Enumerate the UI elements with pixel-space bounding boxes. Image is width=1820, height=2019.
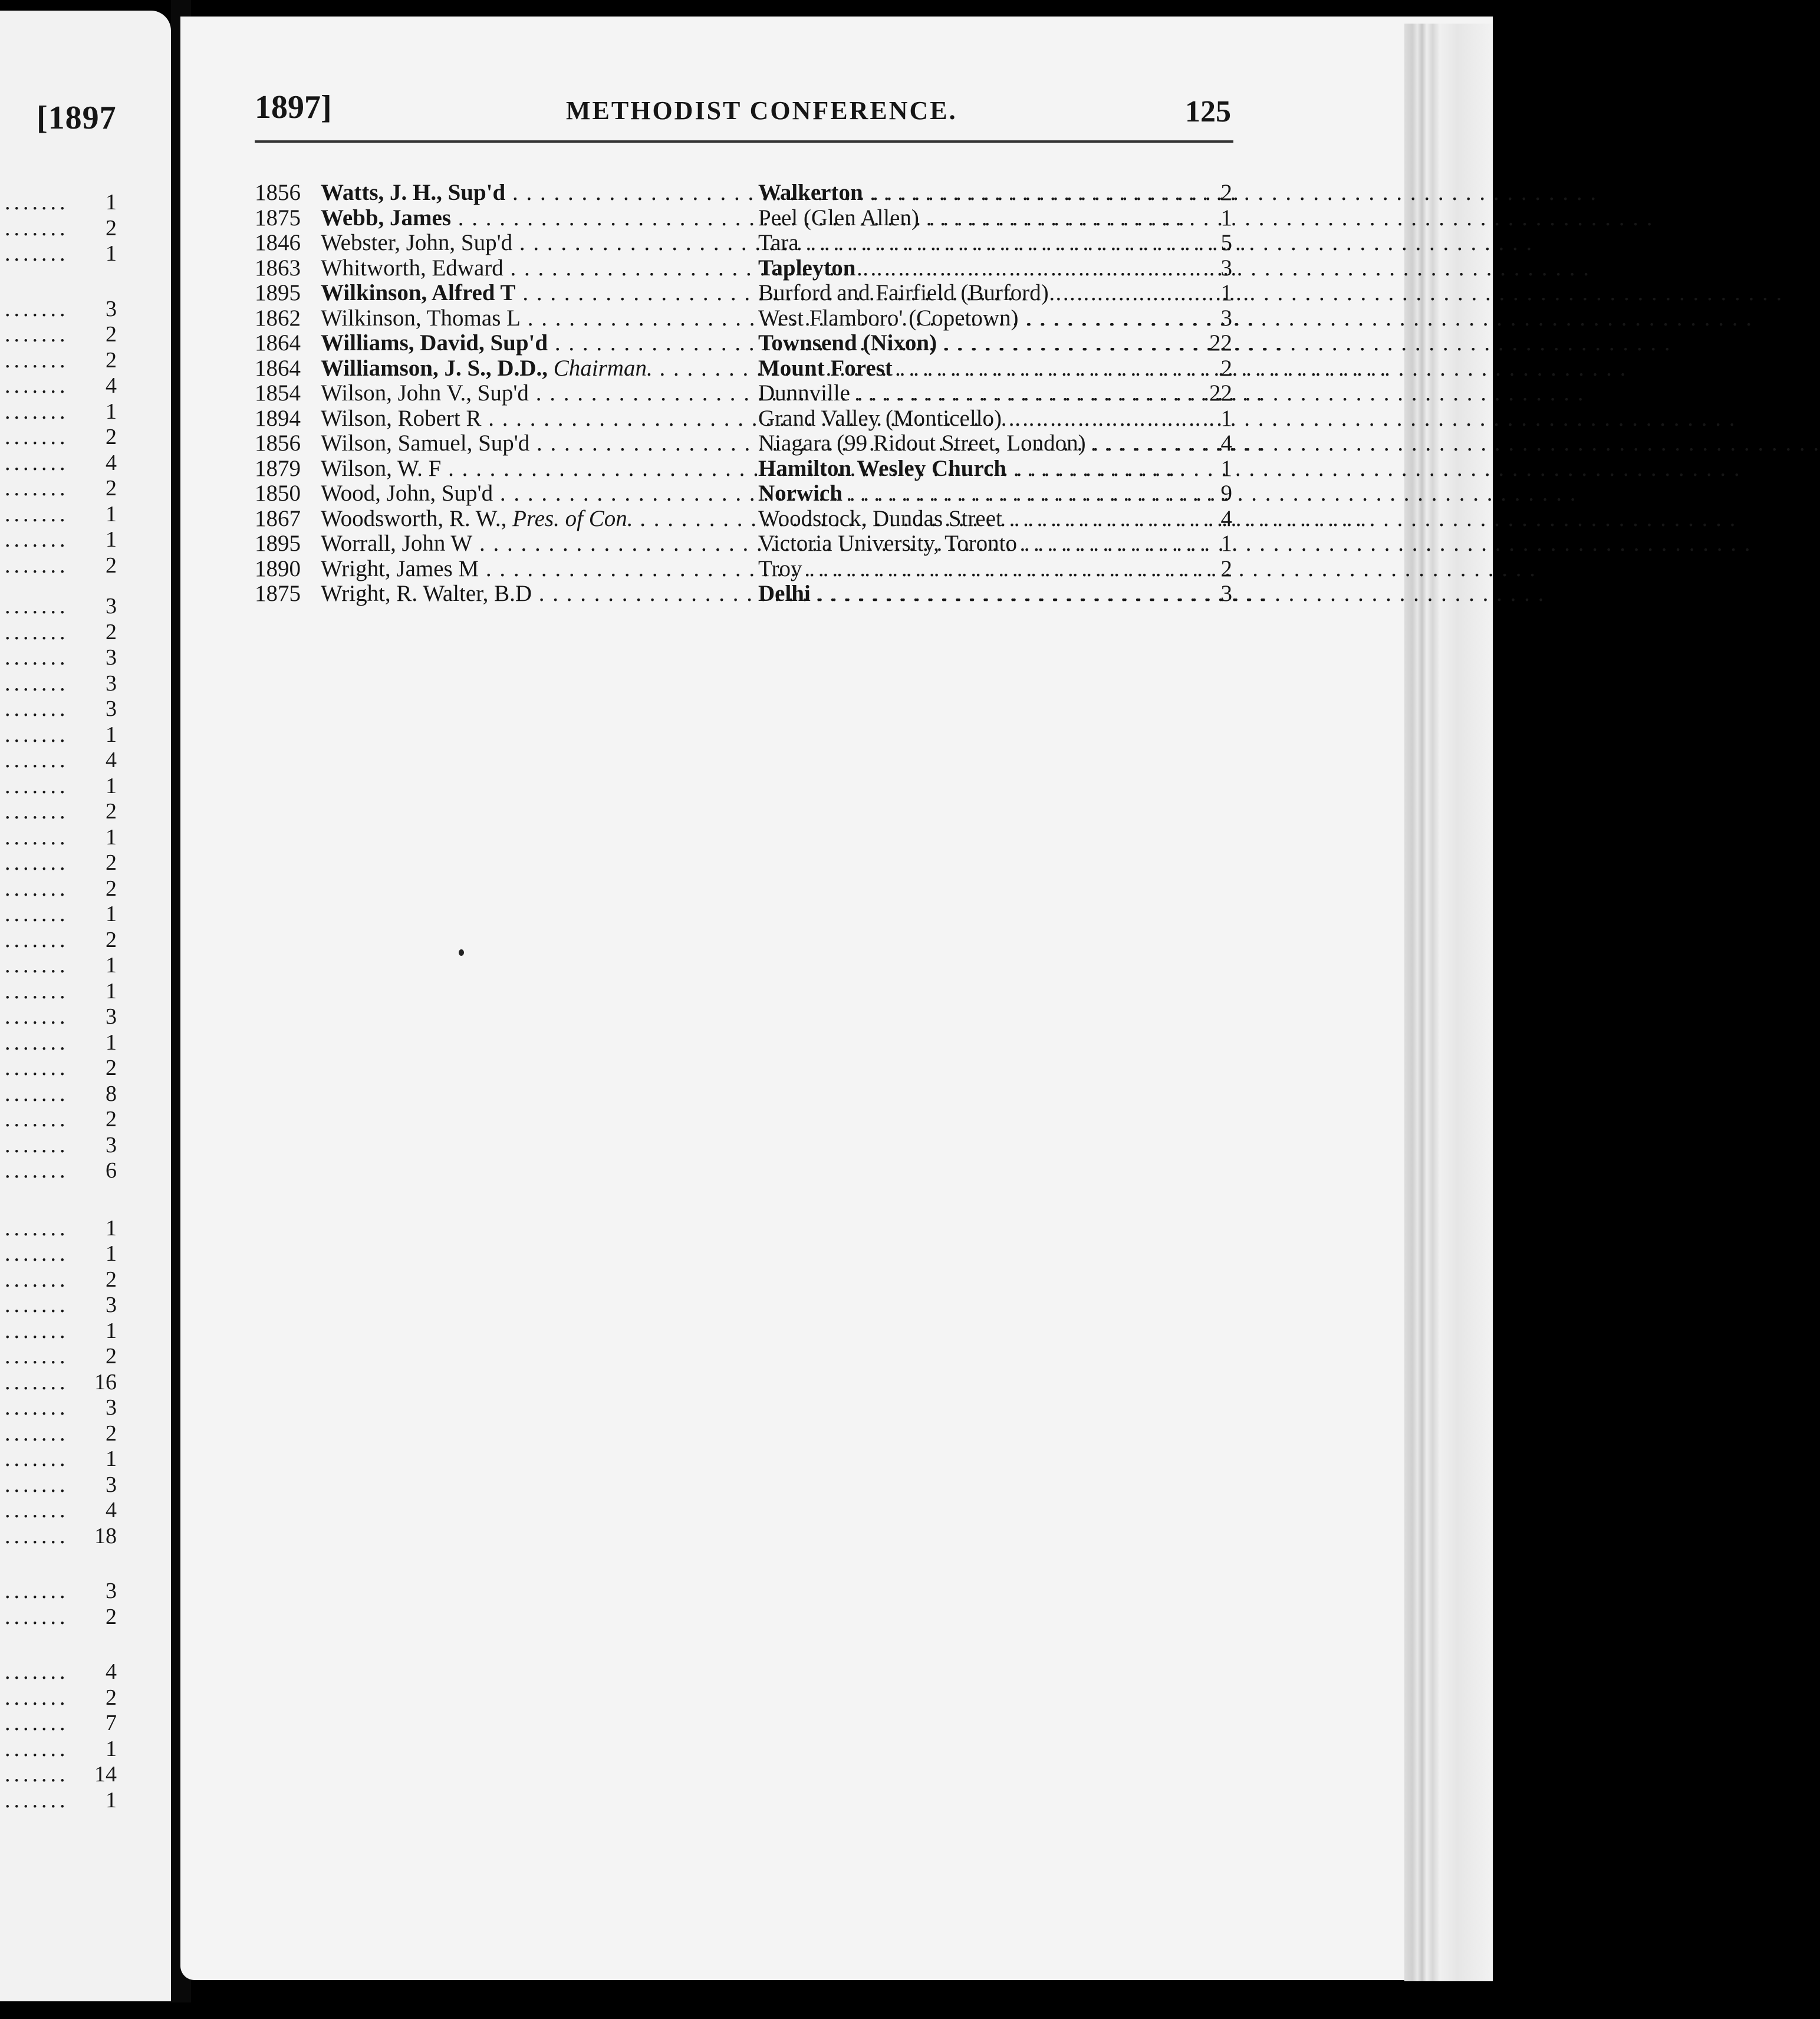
leader-dots: ....... [5, 1318, 69, 1343]
leader-dots: ....... [5, 347, 69, 373]
entry-year: 1856 [255, 180, 301, 205]
leader-dots: ....... [5, 824, 69, 850]
previous-page-row [0, 1028, 171, 1057]
entry-station: Victoria University, Toronto . . . [758, 531, 1180, 556]
previous-page-row [0, 874, 171, 903]
previous-page-number: 2 [106, 799, 117, 824]
previous-page-row [0, 1444, 171, 1474]
list-item [0, 456, 1509, 481]
previous-page-number: 16 [94, 1369, 117, 1395]
entry-year: 1890 [255, 555, 301, 581]
leader-dots: ....... [5, 1446, 69, 1471]
entry-station: Tara . . . [758, 231, 1180, 255]
previous-page-row [0, 823, 171, 852]
entry-year: 1895 [255, 280, 301, 305]
entry-station: Peel (Glen Allen) . . . [758, 206, 1180, 231]
entry-years-count: 5 [1220, 230, 1232, 255]
previous-page-row [0, 1393, 171, 1422]
previous-page-number: 3 [106, 1579, 117, 1603]
entry-years-count: 9 [1220, 481, 1232, 506]
leader-dots: ....... [5, 1498, 69, 1523]
list-item [0, 206, 1509, 231]
previous-page-number: 4 [106, 1498, 117, 1523]
leader-dots: ....... [5, 978, 69, 1004]
list-item [0, 481, 1509, 506]
previous-page-row [0, 1760, 171, 1789]
list-item [0, 180, 1509, 205]
entry-name: Worrall, John W . . . [321, 531, 739, 556]
leader-dots: ....... [5, 1711, 69, 1735]
previous-page-row [0, 1495, 171, 1525]
leader-dots: ....... [5, 476, 69, 501]
previous-page-number: 1 [106, 902, 117, 926]
previous-page-number: 18 [94, 1523, 117, 1548]
print-speck [459, 949, 464, 956]
entry-station: Norwich . . . [758, 481, 1180, 506]
entry-name: Webb, James . . . [321, 206, 739, 231]
previous-page-number: 2 [106, 1107, 117, 1132]
scan-border-bottom [0, 2002, 1509, 2019]
previous-page-number: 4 [106, 373, 117, 398]
entry-years-count: 3 [1220, 305, 1232, 331]
previous-page-number: 2 [106, 347, 117, 373]
leader-dots: ....... [5, 1107, 69, 1132]
previous-page-row [0, 1419, 171, 1448]
leader-dots: ....... [5, 1241, 69, 1266]
list-item [0, 406, 1509, 431]
previous-page-number: 1 [106, 1030, 117, 1055]
previous-page-number: 2 [106, 927, 117, 952]
entry-name: Wilkinson, Alfred T . . . [321, 281, 739, 305]
previous-page-number: 1 [106, 1215, 117, 1241]
previous-page-row [0, 1576, 171, 1606]
entry-years-count: 2 [1220, 555, 1232, 581]
leader-dots: ....... [5, 619, 69, 644]
entry-name: Wilson, John V., Sup'd . . . [321, 381, 739, 406]
list-item [0, 281, 1509, 305]
running-head-title: METHODIST CONFERENCE. [566, 96, 957, 125]
leader-dots: ....... [5, 1081, 69, 1106]
list-item [0, 331, 1509, 356]
entry-name: Wood, John, Sup'd . . . [321, 481, 739, 506]
previous-page-number: 14 [94, 1762, 117, 1787]
previous-page-number: 2 [106, 476, 117, 501]
previous-page-number: 2 [106, 1420, 117, 1446]
entry-year: 1875 [255, 581, 301, 606]
previous-page-number: 4 [106, 748, 117, 772]
previous-page-number: 1 [106, 1318, 117, 1343]
list-item [0, 231, 1509, 255]
list-item [0, 431, 1509, 456]
leader-dots: ....... [5, 1736, 69, 1761]
previous-page-row [0, 1316, 171, 1346]
running-head-year: 1897] [255, 89, 332, 126]
entry-year: 1895 [255, 531, 301, 556]
previous-page-row [0, 720, 171, 749]
list-item [0, 531, 1509, 556]
previous-page-number: 1 [106, 824, 117, 850]
list-item [0, 356, 1509, 381]
previous-page-number: 1 [106, 1241, 117, 1266]
leader-dots: ....... [5, 322, 69, 347]
previous-page-row [0, 669, 171, 698]
entry-year: 1864 [255, 330, 301, 356]
previous-page-row [0, 1130, 171, 1160]
previous-page-number: 1 [106, 399, 117, 424]
previous-page-number: 2 [106, 876, 117, 901]
leader-dots: ....... [5, 1267, 69, 1292]
entry-name: Wilson, Robert R . . . [321, 406, 739, 431]
previous-page-number: 2 [106, 215, 117, 241]
entry-station: Townsend (Nixon) . . . [758, 331, 1180, 356]
leader-dots: ....... [5, 1215, 69, 1241]
previous-page-row [0, 976, 171, 1006]
entry-years-count: 1 [1220, 205, 1232, 231]
previous-page-number: 2 [106, 1055, 117, 1080]
leader-dots: ....... [5, 1395, 69, 1420]
leader-dots: ....... [5, 670, 69, 696]
previous-page-row [0, 1657, 171, 1686]
previous-page-row [0, 1602, 171, 1632]
previous-page-row [0, 951, 171, 980]
previous-page-number: 2 [106, 1685, 117, 1710]
previous-page-number: 1 [106, 527, 117, 552]
previous-page-number: 2 [106, 850, 117, 875]
leader-dots: ....... [5, 1158, 69, 1183]
entry-name: Woodsworth, R. W., Pres. of Con. . . . [321, 507, 739, 531]
entry-year: 1854 [255, 380, 301, 406]
previous-page-number: 2 [106, 1604, 117, 1629]
previous-page-row [0, 771, 171, 801]
entry-station: Troy . . . [758, 557, 1180, 581]
entry-years-count: 2 [1220, 180, 1232, 205]
previous-page-row [0, 848, 171, 877]
leader-dots: ....... [5, 1685, 69, 1710]
entry-name: Williams, David, Sup'd . . . [321, 331, 739, 356]
entry-years-count: 3 [1220, 581, 1232, 606]
entry-station: Walkerton . . . [758, 180, 1180, 205]
leader-dots: ....... [5, 450, 69, 475]
entry-name: Wilson, Samuel, Sup'd . . . [321, 431, 739, 456]
previous-page-row [0, 1239, 171, 1268]
previous-page-number: 3 [106, 1293, 117, 1317]
entry-year: 1875 [255, 205, 301, 231]
entry-years-count: 1 [1220, 531, 1232, 556]
previous-page-number: 3 [106, 594, 117, 619]
previous-page-row [0, 1156, 171, 1185]
entry-station: Tapleyton . . . [758, 256, 1180, 281]
leader-dots: ....... [5, 241, 69, 266]
entry-year: 1862 [255, 305, 301, 331]
leader-dots: ....... [5, 1055, 69, 1080]
previous-page-number: 1 [106, 773, 117, 798]
previous-page-row [0, 1734, 171, 1764]
previous-page-row [0, 1104, 171, 1134]
previous-page-row [0, 1290, 171, 1320]
entry-station: Mount Forest . . . [758, 356, 1180, 381]
leader-dots: ....... [5, 902, 69, 926]
previous-page-row [0, 1265, 171, 1294]
leader-dots: ....... [5, 1004, 69, 1029]
leader-dots: ....... [5, 1579, 69, 1603]
entry-office: Chairman. [553, 355, 653, 381]
previous-page-row [0, 694, 171, 724]
previous-page-number: 2 [106, 619, 117, 644]
previous-page-number: 3 [106, 696, 117, 721]
previous-page-header: [1897 [37, 100, 117, 136]
entry-years-count: 22 [1209, 330, 1232, 356]
leader-dots: ....... [5, 1472, 69, 1497]
previous-page-number: 1 [106, 501, 117, 527]
previous-page-number: 6 [106, 1158, 117, 1183]
entry-station: Woodstock, Dundas Street . . . [758, 507, 1180, 531]
leader-dots: ....... [5, 1030, 69, 1055]
leader-dots: ....... [5, 1369, 69, 1395]
leader-dots: ....... [5, 1344, 69, 1369]
previous-page-row [0, 1367, 171, 1397]
entry-name: Wright, R. Walter, B.D . . . [321, 581, 739, 606]
entry-year: 1863 [255, 255, 301, 281]
leader-dots: ....... [5, 953, 69, 978]
leader-dots: ....... [5, 1762, 69, 1787]
entry-name: Wilkinson, Thomas L . . . [321, 306, 739, 331]
previous-page-row [0, 643, 171, 672]
entry-name: Wilson, W. F . . . [321, 456, 739, 481]
leader-dots: ....... [5, 1523, 69, 1548]
leader-dots: ....... [5, 748, 69, 772]
previous-page-row [0, 899, 171, 929]
previous-page-row [0, 925, 171, 955]
previous-page-number: 1 [106, 953, 117, 978]
previous-page-number: 2 [106, 553, 117, 578]
previous-page-number: 1 [106, 1736, 117, 1761]
previous-page-number: 3 [106, 670, 117, 696]
entry-years-count: 3 [1220, 255, 1232, 281]
entry-station: Burford and Fairfield (Burford) . . . [758, 281, 1180, 305]
previous-page-number: 3 [106, 645, 117, 670]
leader-dots: ....... [5, 190, 69, 215]
leader-dots: ....... [5, 1420, 69, 1446]
entry-name: Webster, John, Sup'd . . . [321, 231, 739, 255]
previous-page-row [0, 797, 171, 826]
leader-dots: ....... [5, 215, 69, 241]
list-item [0, 381, 1509, 406]
leader-dots: ....... [5, 722, 69, 747]
previous-page-number: 2 [106, 1344, 117, 1369]
entry-year: 1864 [255, 355, 301, 381]
entry-year: 1846 [255, 230, 301, 255]
page-number: 125 [1185, 95, 1231, 129]
leader-dots: ....... [5, 527, 69, 552]
entry-name: Whitworth, Edward . . . [321, 256, 739, 281]
previous-page-number: 7 [106, 1711, 117, 1735]
previous-page-number: 1 [106, 722, 117, 747]
leader-dots: ....... [5, 425, 69, 449]
leader-dots: ....... [5, 399, 69, 424]
previous-page-row [0, 745, 171, 775]
header-rule [255, 140, 1233, 143]
entry-station: Niagara (99 Ridout Street, London) . . . [758, 431, 1180, 456]
previous-page-number: 2 [106, 1267, 117, 1292]
list-item [0, 557, 1509, 581]
leader-dots: ....... [5, 773, 69, 798]
previous-page-number: 3 [106, 1472, 117, 1497]
entry-station: Grand Valley (Monticello) . . . [758, 406, 1180, 431]
entry-name: Wright, James M . . . [321, 557, 739, 581]
leader-dots: ....... [5, 850, 69, 875]
previous-page-number: 1 [106, 1446, 117, 1471]
leader-dots: ....... [5, 696, 69, 721]
previous-page-row [0, 1785, 171, 1815]
entry-years-count: 22 [1209, 380, 1232, 406]
entry-station: Dunnville . . . [758, 381, 1180, 406]
entry-years-count: 1 [1220, 280, 1232, 305]
previous-page-number: 4 [106, 1659, 117, 1684]
leader-dots: ....... [5, 501, 69, 527]
entry-years-count: 2 [1220, 355, 1232, 381]
leader-dots: ....... [5, 594, 69, 619]
entry-office: Pres. of Con. [512, 505, 633, 531]
leader-dots: ....... [5, 645, 69, 670]
previous-page-row [0, 1683, 171, 1712]
previous-page-row [0, 617, 171, 647]
previous-page-number: 2 [106, 322, 117, 347]
previous-page-number: 4 [106, 450, 117, 475]
leader-dots: ....... [5, 799, 69, 824]
entry-years-count: 1 [1220, 455, 1232, 481]
leader-dots: ....... [5, 296, 69, 321]
previous-page-number: 3 [106, 1004, 117, 1029]
previous-page-number: 8 [106, 1081, 117, 1106]
entry-year: 1867 [255, 505, 301, 531]
entry-station: Hamilton Wesley Church . . . [758, 456, 1180, 481]
previous-page-number: 1 [106, 190, 117, 215]
entry-year: 1879 [255, 455, 301, 481]
entry-year: 1856 [255, 430, 301, 456]
leader-dots: ....... [5, 1604, 69, 1629]
previous-page-row [0, 1470, 171, 1500]
entry-years-count: 1 [1220, 405, 1232, 431]
previous-page-row [0, 1053, 171, 1083]
previous-page-number: 1 [106, 1787, 117, 1813]
leader-dots: ....... [5, 373, 69, 398]
previous-page-row [0, 1521, 171, 1551]
leader-dots: ....... [5, 1132, 69, 1158]
entry-name: Williamson, J. S., D.D., Chairman. . . . [321, 356, 739, 381]
list-item [0, 306, 1509, 331]
previous-page-number: 1 [106, 241, 117, 266]
leader-dots: ....... [5, 927, 69, 952]
previous-page-row [0, 1214, 171, 1243]
leader-dots: ....... [5, 1659, 69, 1684]
entry-year: 1894 [255, 405, 301, 431]
previous-page-row [0, 1002, 171, 1031]
entry-year: 1850 [255, 481, 301, 506]
leader-dots: ....... [5, 1293, 69, 1317]
previous-page-number: 3 [106, 1395, 117, 1420]
leader-dots: ....... [5, 1787, 69, 1813]
previous-page-number: 2 [106, 425, 117, 449]
previous-page-row [0, 1708, 171, 1738]
entry-station: Delhi . . . [758, 581, 1180, 606]
entry-years-count: 4 [1220, 505, 1232, 531]
previous-page-number: 3 [106, 1132, 117, 1158]
list-item [0, 581, 1509, 606]
previous-page-row [0, 1341, 171, 1371]
previous-page-number: 3 [106, 296, 117, 321]
entry-station: West Flamboro' (Copetown) . . . [758, 306, 1180, 331]
previous-page-number: 1 [106, 978, 117, 1004]
previous-page-row [0, 1079, 171, 1109]
list-item [0, 507, 1509, 531]
list-item [0, 256, 1509, 281]
leader-dots: ....... [5, 553, 69, 578]
leader-dots: ....... [5, 876, 69, 901]
entry-name: Watts, J. H., Sup'd . . . [321, 180, 739, 205]
entry-years-count: 4 [1220, 430, 1232, 456]
